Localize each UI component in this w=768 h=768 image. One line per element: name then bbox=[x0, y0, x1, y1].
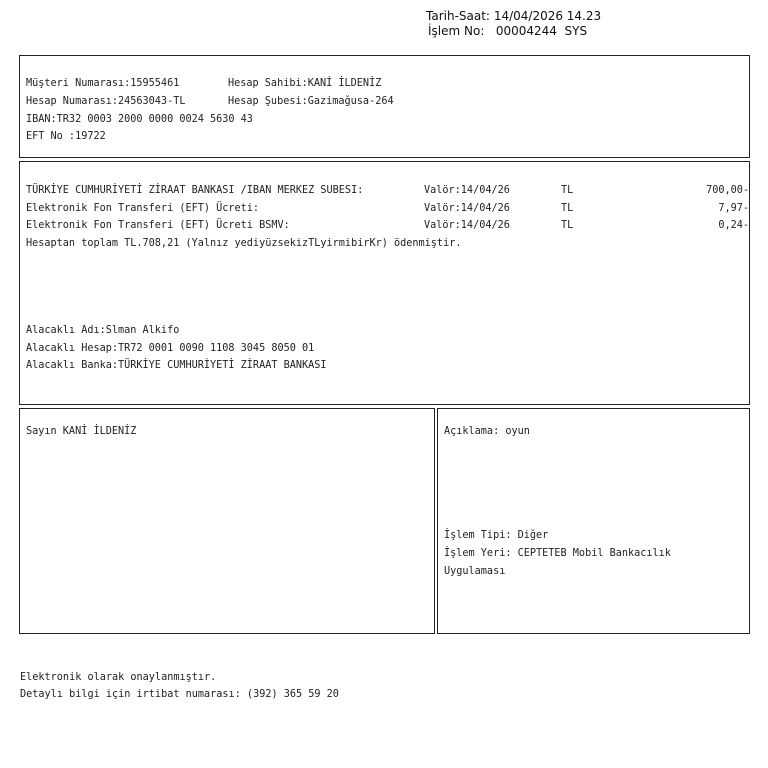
datetime-value: 14/04/2026 14.23 bbox=[493, 9, 602, 23]
description-text: Açıklama: oyun bbox=[444, 426, 530, 437]
footer-approved: Elektronik olarak onaylanmıştır. bbox=[20, 672, 217, 683]
transaction-place-cont: Uygulaması bbox=[444, 566, 506, 577]
transaction-currency: TL bbox=[561, 185, 574, 196]
account-owner: Hesap Sahibi:KANİ İLDENİZ bbox=[228, 78, 382, 89]
greeting-text: Sayın KANİ İLDENİZ bbox=[26, 426, 137, 437]
transaction-valor: Valör:14/04/26 bbox=[424, 203, 510, 214]
details-box bbox=[437, 408, 750, 634]
transaction-valor: Valör:14/04/26 bbox=[424, 185, 510, 196]
total-paid-text: Hesaptan toplam TL.708,21 (Yalnız yediyüzsekizTLyirmibirKr) ödenmiştir. bbox=[26, 238, 462, 249]
transaction-amount: 7,97- bbox=[718, 203, 749, 214]
transaction-amount: 0,24- bbox=[718, 220, 749, 231]
transaction-type: İşlem Tipi: Diğer bbox=[444, 530, 549, 541]
transaction-no-suffix: SYS bbox=[564, 24, 588, 38]
transaction-no-row bbox=[426, 24, 601, 39]
account-branch: Hesap Şubesi:Gazimağusa-264 bbox=[228, 96, 394, 107]
transaction-box bbox=[19, 161, 750, 405]
receipt-header bbox=[426, 9, 601, 39]
transaction-desc: Elektronik Fon Transferi (EFT) Ücreti: bbox=[26, 203, 260, 214]
datetime-label: Tarih-Saat: bbox=[426, 9, 490, 23]
iban: IBAN:TR32 0003 2000 0000 0024 5630 43 bbox=[26, 114, 253, 125]
beneficiary-name: Alacaklı Adı:Slman Alkifo bbox=[26, 325, 180, 336]
transaction-valor: Valör:14/04/26 bbox=[424, 220, 510, 231]
greeting-box bbox=[19, 408, 435, 634]
datetime-row bbox=[426, 9, 601, 24]
transaction-desc: Elektronik Fon Transferi (EFT) Ücreti BSMV: bbox=[26, 220, 290, 231]
transaction-currency: TL bbox=[561, 220, 574, 231]
beneficiary-bank: Alacaklı Banka:TÜRKİYE CUMHURİYETİ ZİRAAT BANKASI bbox=[26, 360, 327, 371]
customer-info-box bbox=[19, 55, 750, 158]
transaction-currency: TL bbox=[561, 203, 574, 214]
transaction-place: İşlem Yeri: CEPTETEB Mobil Bankacılık bbox=[444, 548, 671, 559]
transaction-amount: 700,00- bbox=[706, 185, 749, 196]
transaction-no-value: 00004244 bbox=[495, 24, 557, 38]
transaction-no-label: İşlem No: bbox=[428, 24, 485, 38]
eft-number: EFT No :19722 bbox=[26, 131, 106, 142]
transaction-desc: TÜRKİYE CUMHURİYETİ ZİRAAT BANKASI /IBAN MERKEZ SUBESI: bbox=[26, 185, 364, 196]
beneficiary-account: Alacaklı Hesap:TR72 0001 0090 1108 3045 8050 01 bbox=[26, 343, 315, 354]
footer-contact: Detaylı bilgi için irtibat numarası: (392) 365 59 20 bbox=[20, 689, 339, 700]
account-number: Hesap Numarası:24563043-TL bbox=[26, 96, 186, 107]
customer-number: Müşteri Numarası:15955461 bbox=[26, 78, 180, 89]
